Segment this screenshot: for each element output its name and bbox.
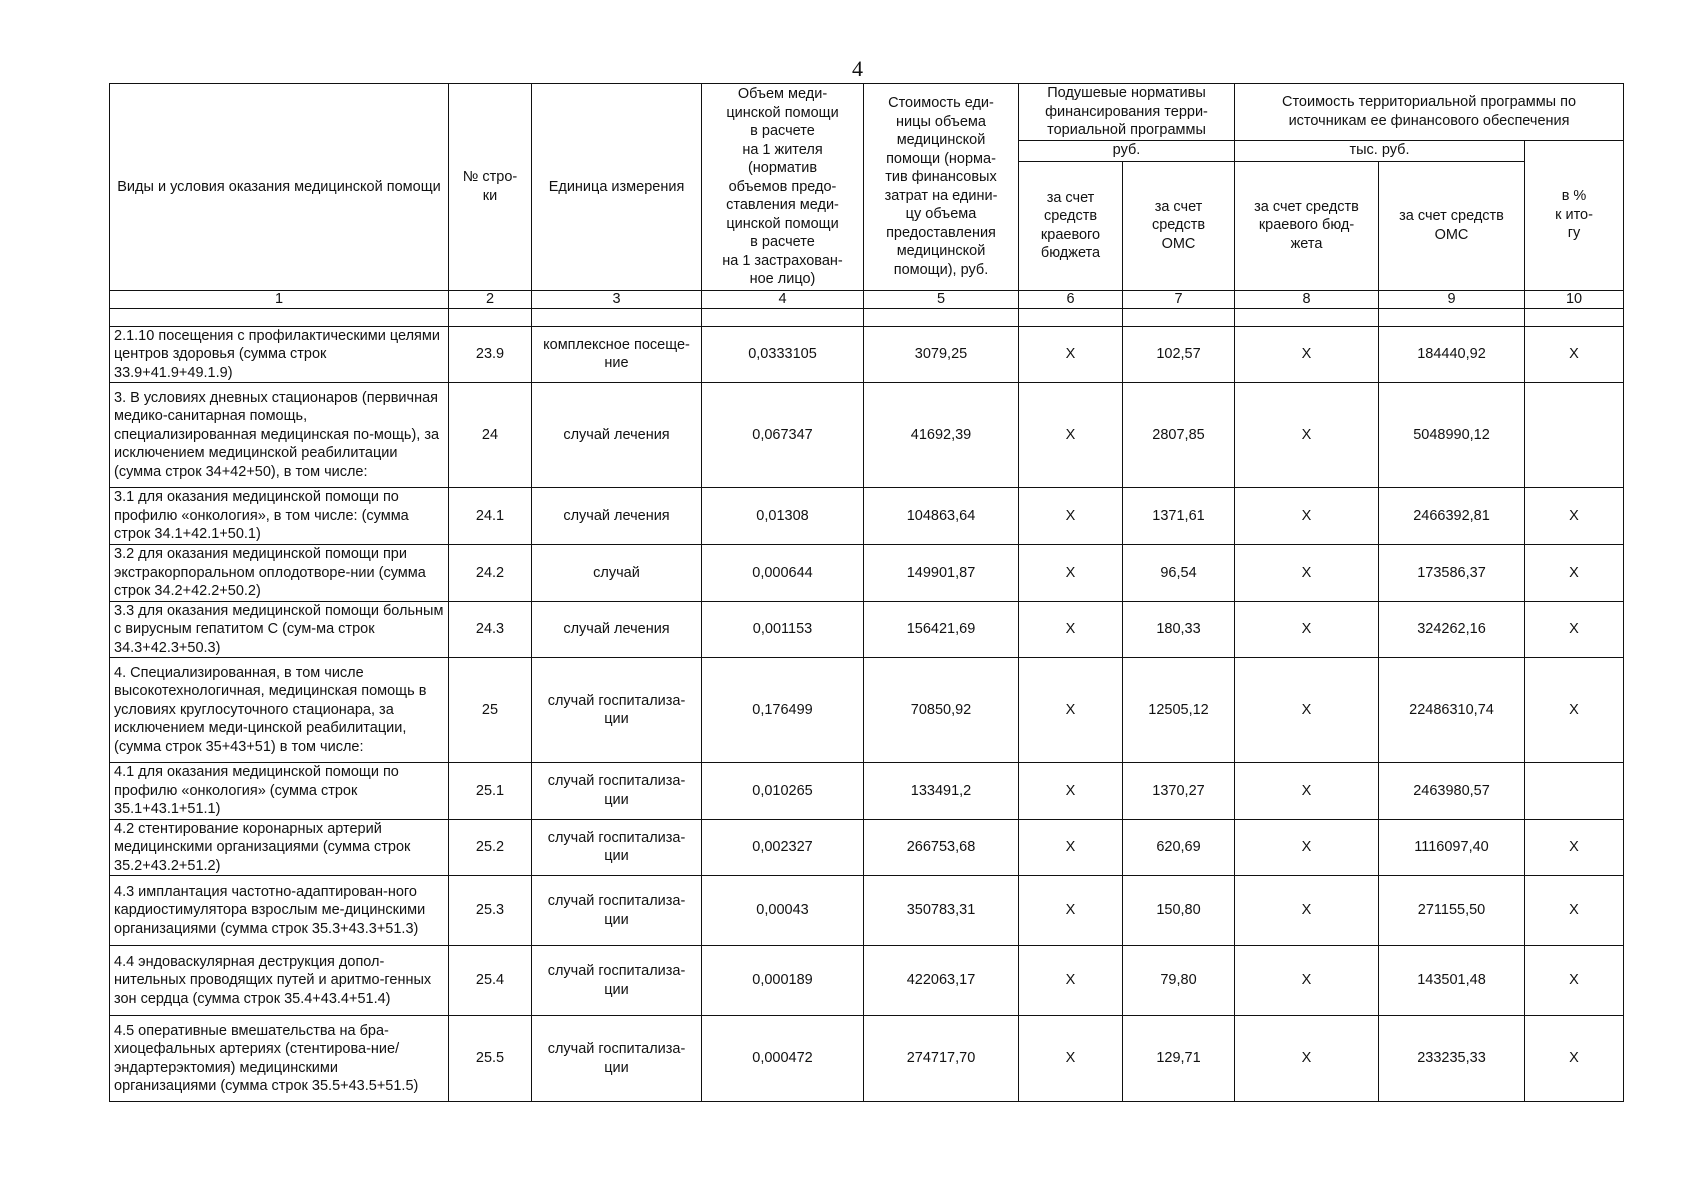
row-description: 4.5 оперативные вмешательства на бра-хиоцефальных артериях (стентирова-ние/эндартерэктомия) медицинскими организациями (сумма строк 35.5+43.5+51.5) [110, 1016, 449, 1102]
row-norm-oms: 12505,12 [1123, 658, 1235, 763]
row-volume: 0,00043 [702, 876, 864, 946]
row-description: 4. Специализированная, в том числе высокотехнологичная, медицинская помощь в условиях круглосуточного стационара, за исключением меди-цинской реабилитации, (сумма строк 35+43+51) в том числе: [110, 658, 449, 763]
table-row [110, 488, 1624, 545]
row-cost-oms: 22486310,74 [1379, 658, 1525, 763]
row-volume: 0,176499 [702, 658, 864, 763]
column-number: 3 [532, 290, 702, 308]
row-cost-oms: 173586,37 [1379, 545, 1525, 602]
table-row [110, 545, 1624, 602]
row-unit-cost: 350783,31 [864, 876, 1019, 946]
row-unit: случай госпитализа- ции [532, 1016, 702, 1102]
row-percent [1525, 763, 1624, 820]
header-volume: Объем меди- цинской помощи в расчете на 1 жителя (норматив объемов предо- ставления меди- цинской помощи в расчете на 1 застрахован- ное лицо) [702, 84, 864, 291]
row-line-number: 25.1 [449, 763, 532, 820]
row-unit-cost: 156421,69 [864, 601, 1019, 658]
row-unit: комплексное посеще- ние [532, 326, 702, 383]
row-volume: 0,010265 [702, 763, 864, 820]
row-norm-budget: X [1019, 658, 1123, 763]
row-unit: случай лечения [532, 488, 702, 545]
row-unit-cost: 133491,2 [864, 763, 1019, 820]
row-unit: случай госпитализа- ции [532, 819, 702, 876]
column-number: 8 [1235, 290, 1379, 308]
header-unit-rub: руб. [1019, 140, 1235, 161]
row-cost-budget: X [1235, 488, 1379, 545]
column-number: 10 [1525, 290, 1624, 308]
row-norm-budget: X [1019, 819, 1123, 876]
blank-row [110, 308, 1624, 326]
header-per-capita-norms: Подушевые нормативы финансирования терри- ториальной программы [1019, 84, 1235, 141]
row-percent: X [1525, 658, 1624, 763]
header-unit-thousand-rub: тыс. руб. [1235, 140, 1525, 161]
column-number: 1 [110, 290, 449, 308]
table-row [110, 383, 1624, 488]
row-line-number: 25.2 [449, 819, 532, 876]
row-line-number: 25.4 [449, 946, 532, 1016]
row-cost-budget: X [1235, 383, 1379, 488]
table-row [110, 658, 1624, 763]
header-norm-budget: за счет средств краевого бюджета [1019, 161, 1123, 290]
row-cost-budget: X [1235, 326, 1379, 383]
row-volume: 0,000644 [702, 545, 864, 602]
row-description: 4.1 для оказания медицинской помощи по профилю «онкология» (сумма строк 35.1+43.1+51.1) [110, 763, 449, 820]
row-norm-oms: 129,71 [1123, 1016, 1235, 1102]
header-cost-oms: за счет средств ОМС [1379, 161, 1525, 290]
row-cost-oms: 5048990,12 [1379, 383, 1525, 488]
table-row [110, 819, 1624, 876]
row-cost-oms: 143501,48 [1379, 946, 1525, 1016]
row-norm-oms: 180,33 [1123, 601, 1235, 658]
column-number: 4 [702, 290, 864, 308]
row-description: 4.4 эндоваскулярная деструкция допол-нительных проводящих путей и аритмо-генных зон сердца (сумма строк 35.4+43.4+51.4) [110, 946, 449, 1016]
row-cost-budget: X [1235, 601, 1379, 658]
row-unit: случай [532, 545, 702, 602]
row-norm-oms: 79,80 [1123, 946, 1235, 1016]
row-volume: 0,002327 [702, 819, 864, 876]
row-volume: 0,067347 [702, 383, 864, 488]
row-percent [1525, 383, 1624, 488]
row-norm-budget: X [1019, 488, 1123, 545]
row-percent: X [1525, 488, 1624, 545]
header-norm-oms: за счет средств ОМС [1123, 161, 1235, 290]
row-unit: случай лечения [532, 383, 702, 488]
header-line-number: № стро- ки [449, 84, 532, 291]
row-norm-budget: X [1019, 763, 1123, 820]
row-unit-cost: 41692,39 [864, 383, 1019, 488]
row-norm-oms: 1370,27 [1123, 763, 1235, 820]
row-line-number: 24 [449, 383, 532, 488]
row-unit-cost: 104863,64 [864, 488, 1019, 545]
row-line-number: 25 [449, 658, 532, 763]
row-norm-budget: X [1019, 545, 1123, 602]
row-cost-oms: 184440,92 [1379, 326, 1525, 383]
row-cost-budget: X [1235, 819, 1379, 876]
row-percent: X [1525, 326, 1624, 383]
column-number: 5 [864, 290, 1019, 308]
row-percent: X [1525, 601, 1624, 658]
row-unit-cost: 149901,87 [864, 545, 1019, 602]
row-norm-budget: X [1019, 601, 1123, 658]
column-number-row [110, 290, 1624, 308]
row-cost-oms: 233235,33 [1379, 1016, 1525, 1102]
column-number: 9 [1379, 290, 1525, 308]
table-row [110, 601, 1624, 658]
header-percent: в % к ито- гу [1525, 140, 1624, 290]
row-percent: X [1525, 946, 1624, 1016]
row-unit: случай госпитализа- ции [532, 763, 702, 820]
row-line-number: 23.9 [449, 326, 532, 383]
row-cost-budget: X [1235, 1016, 1379, 1102]
row-volume: 0,0333105 [702, 326, 864, 383]
row-volume: 0,01308 [702, 488, 864, 545]
row-unit: случай госпитализа- ции [532, 946, 702, 1016]
header-unit: Единица измерения [532, 84, 702, 291]
row-volume: 0,000472 [702, 1016, 864, 1102]
row-unit-cost: 274717,70 [864, 1016, 1019, 1102]
row-description: 4.2 стентирование коронарных артерий медицинскими организациями (сумма строк 35.2+43.2+51.2) [110, 819, 449, 876]
row-unit-cost: 70850,92 [864, 658, 1019, 763]
row-cost-budget: X [1235, 763, 1379, 820]
header-cost-budget: за счет средств краевого бюд- жета [1235, 161, 1379, 290]
row-percent: X [1525, 1016, 1624, 1102]
row-cost-oms: 2466392,81 [1379, 488, 1525, 545]
row-unit: случай лечения [532, 601, 702, 658]
row-norm-oms: 102,57 [1123, 326, 1235, 383]
row-line-number: 24.3 [449, 601, 532, 658]
row-norm-budget: X [1019, 1016, 1123, 1102]
row-unit: случай госпитализа- ции [532, 876, 702, 946]
row-description: 3. В условиях дневных стационаров (первичная медико-санитарная помощь, специализированная медицинская по-мощь), за исключением медицинской реабилитации (сумма строк 34+42+50), в том числе: [110, 383, 449, 488]
table-row [110, 876, 1624, 946]
column-number: 6 [1019, 290, 1123, 308]
table-row [110, 763, 1624, 820]
row-unit-cost: 422063,17 [864, 946, 1019, 1016]
row-description: 3.1 для оказания медицинской помощи по профилю «онкология», в том числе: (сумма строк 34.1+42.1+50.1) [110, 488, 449, 545]
row-unit-cost: 266753,68 [864, 819, 1019, 876]
row-norm-budget: X [1019, 876, 1123, 946]
row-norm-oms: 96,54 [1123, 545, 1235, 602]
row-norm-oms: 1371,61 [1123, 488, 1235, 545]
row-norm-oms: 620,69 [1123, 819, 1235, 876]
row-unit: случай госпитализа- ции [532, 658, 702, 763]
header-kind: Виды и условия оказания медицинской помощи [110, 84, 449, 291]
row-cost-oms: 1116097,40 [1379, 819, 1525, 876]
row-cost-budget: X [1235, 658, 1379, 763]
row-cost-oms: 271155,50 [1379, 876, 1525, 946]
row-line-number: 24.1 [449, 488, 532, 545]
row-volume: 0,001153 [702, 601, 864, 658]
row-cost-budget: X [1235, 545, 1379, 602]
row-percent: X [1525, 819, 1624, 876]
row-norm-budget: X [1019, 383, 1123, 488]
header-program-cost: Стоимость территориальной программы по источникам ее финансового обеспечения [1235, 84, 1624, 141]
row-percent: X [1525, 545, 1624, 602]
row-description: 4.3 имплантация частотно-адаптирован-ного кардиостимулятора взрослым ме-дицинскими организациями (сумма строк 35.3+43.3+51.3) [110, 876, 449, 946]
table-body [110, 326, 1624, 1102]
row-norm-budget: X [1019, 946, 1123, 1016]
row-description: 2.1.10 посещения с профилактическими целями центров здоровья (сумма строк 33.9+41.9+49.1.9) [110, 326, 449, 383]
row-cost-budget: X [1235, 946, 1379, 1016]
row-cost-oms: 2463980,57 [1379, 763, 1525, 820]
row-volume: 0,000189 [702, 946, 864, 1016]
column-number: 2 [449, 290, 532, 308]
table-row [110, 946, 1624, 1016]
row-cost-oms: 324262,16 [1379, 601, 1525, 658]
row-norm-oms: 150,80 [1123, 876, 1235, 946]
row-unit-cost: 3079,25 [864, 326, 1019, 383]
column-number: 7 [1123, 290, 1235, 308]
row-description: 3.3 для оказания медицинской помощи больным с вирусным гепатитом С (сум-ма строк 34.3+42.3+50.3) [110, 601, 449, 658]
row-line-number: 25.3 [449, 876, 532, 946]
header-unit-cost: Стоимость еди- ницы объема медицинской помощи (норма- тив финансовых затрат на едини- цу объема предоставления медицинской помощи), руб. [864, 84, 1019, 291]
table-row [110, 1016, 1624, 1102]
row-line-number: 25.5 [449, 1016, 532, 1102]
row-cost-budget: X [1235, 876, 1379, 946]
row-norm-budget: X [1019, 326, 1123, 383]
page-number: 4 [852, 56, 863, 81]
row-percent: X [1525, 876, 1624, 946]
financing-table [109, 83, 1624, 1102]
row-norm-oms: 2807,85 [1123, 383, 1235, 488]
row-line-number: 24.2 [449, 545, 532, 602]
table-row [110, 326, 1624, 383]
row-description: 3.2 для оказания медицинской помощи при экстракорпоральном оплодотворе-нии (сумма строк 34.2+42.2+50.2) [110, 545, 449, 602]
